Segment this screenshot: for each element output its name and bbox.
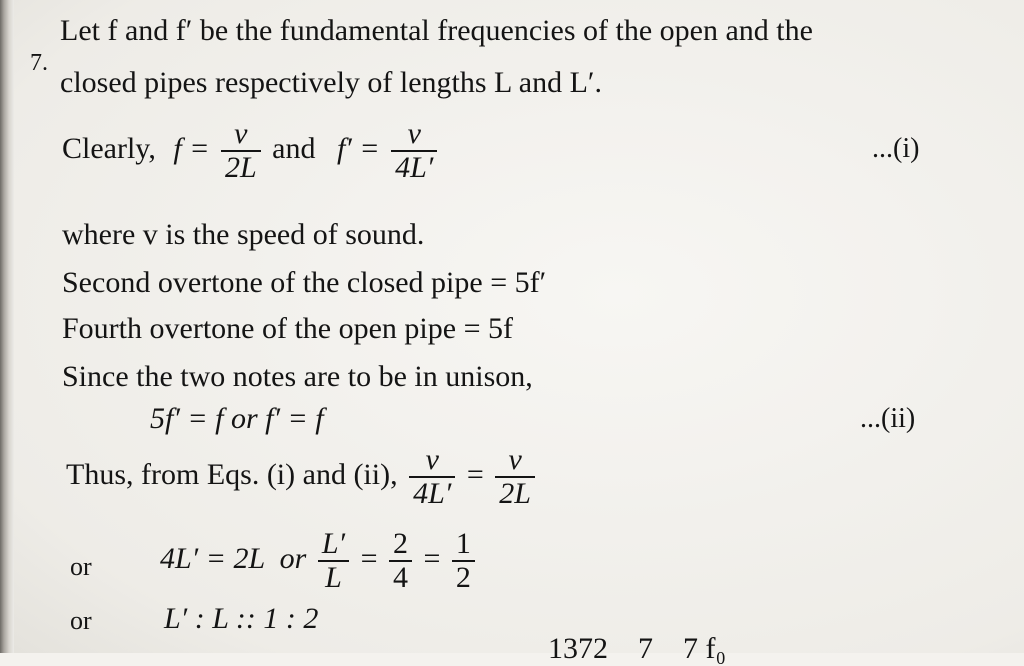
equation-4 [160, 528, 479, 594]
eq1-f-lhs: f = [173, 131, 210, 165]
equation-2: 5f′ = f or f′ = f [150, 402, 324, 435]
eq4-fraction-b [389, 528, 412, 594]
eq1-f-numerator: v [221, 118, 261, 152]
eq3-right-denominator: 2L [499, 477, 531, 510]
eq4-a-numerator: L′ [318, 528, 349, 562]
eq1-tag: ...(i) [872, 133, 920, 164]
eq4-fraction-a [318, 528, 349, 594]
eq1-f-denominator: 2L [224, 151, 257, 184]
book-binding-edge [0, 0, 14, 653]
overtone-open-line: Fourth overtone of the open pipe = 5f [62, 312, 513, 345]
eq1-f-fraction [221, 118, 261, 184]
eq5-or: or [70, 606, 92, 635]
eq4-part1: 4L′ = 2L or [160, 541, 307, 575]
eq4-c-numerator: 1 [452, 528, 475, 562]
eq1-fp-lhs: f′ = [336, 131, 380, 165]
eq1-lead: Clearly, [62, 131, 156, 165]
cutoff-text: 1372 7 7 f₀ [548, 632, 726, 665]
unison-line: Since the two notes are to be in unison, [62, 360, 533, 393]
eq3-equals: = [466, 457, 484, 491]
equation-5: L′ : L :: 1 : 2 [164, 602, 319, 635]
eq4-c-denominator: 2 [455, 561, 471, 594]
eq1-fp-numerator: v [391, 118, 437, 152]
eq3-lead: Thus, from Eqs. (i) and (ii), [66, 457, 398, 491]
intro-line-2: closed pipes respectively of lengths L and L′. [60, 66, 602, 99]
eq3-left-numerator: v [409, 444, 455, 478]
eq1-fp-denominator: 4L′ [395, 151, 434, 184]
equation-1 [62, 118, 441, 184]
eq3-left-fraction [409, 444, 455, 510]
eq4-b-denominator: 4 [392, 561, 408, 594]
eq4-a-denominator: L [325, 561, 342, 594]
eq1-fp-fraction [391, 118, 437, 184]
overtone-closed-line: Second overtone of the closed pipe = 5f′ [62, 266, 547, 299]
eq2-tag: ...(ii) [860, 403, 916, 434]
eq3-left-denominator: 4L′ [413, 477, 452, 510]
eq1-and: and [272, 131, 316, 165]
eq4-equals-2: = [423, 541, 441, 575]
speed-line: where v is the speed of sound. [62, 218, 425, 251]
eq4-equals-1: = [360, 541, 378, 575]
problem-number: 7. [30, 50, 48, 76]
eq4-b-numerator: 2 [389, 528, 412, 562]
eq4-fraction-c [452, 528, 475, 594]
eq4-or: or [70, 552, 92, 581]
eq3-right-fraction [495, 444, 535, 510]
intro-line-1: Let f and f′ be the fundamental frequencies of the open and the [60, 14, 813, 47]
eq3-right-numerator: v [495, 444, 535, 478]
equation-3 [66, 444, 539, 510]
